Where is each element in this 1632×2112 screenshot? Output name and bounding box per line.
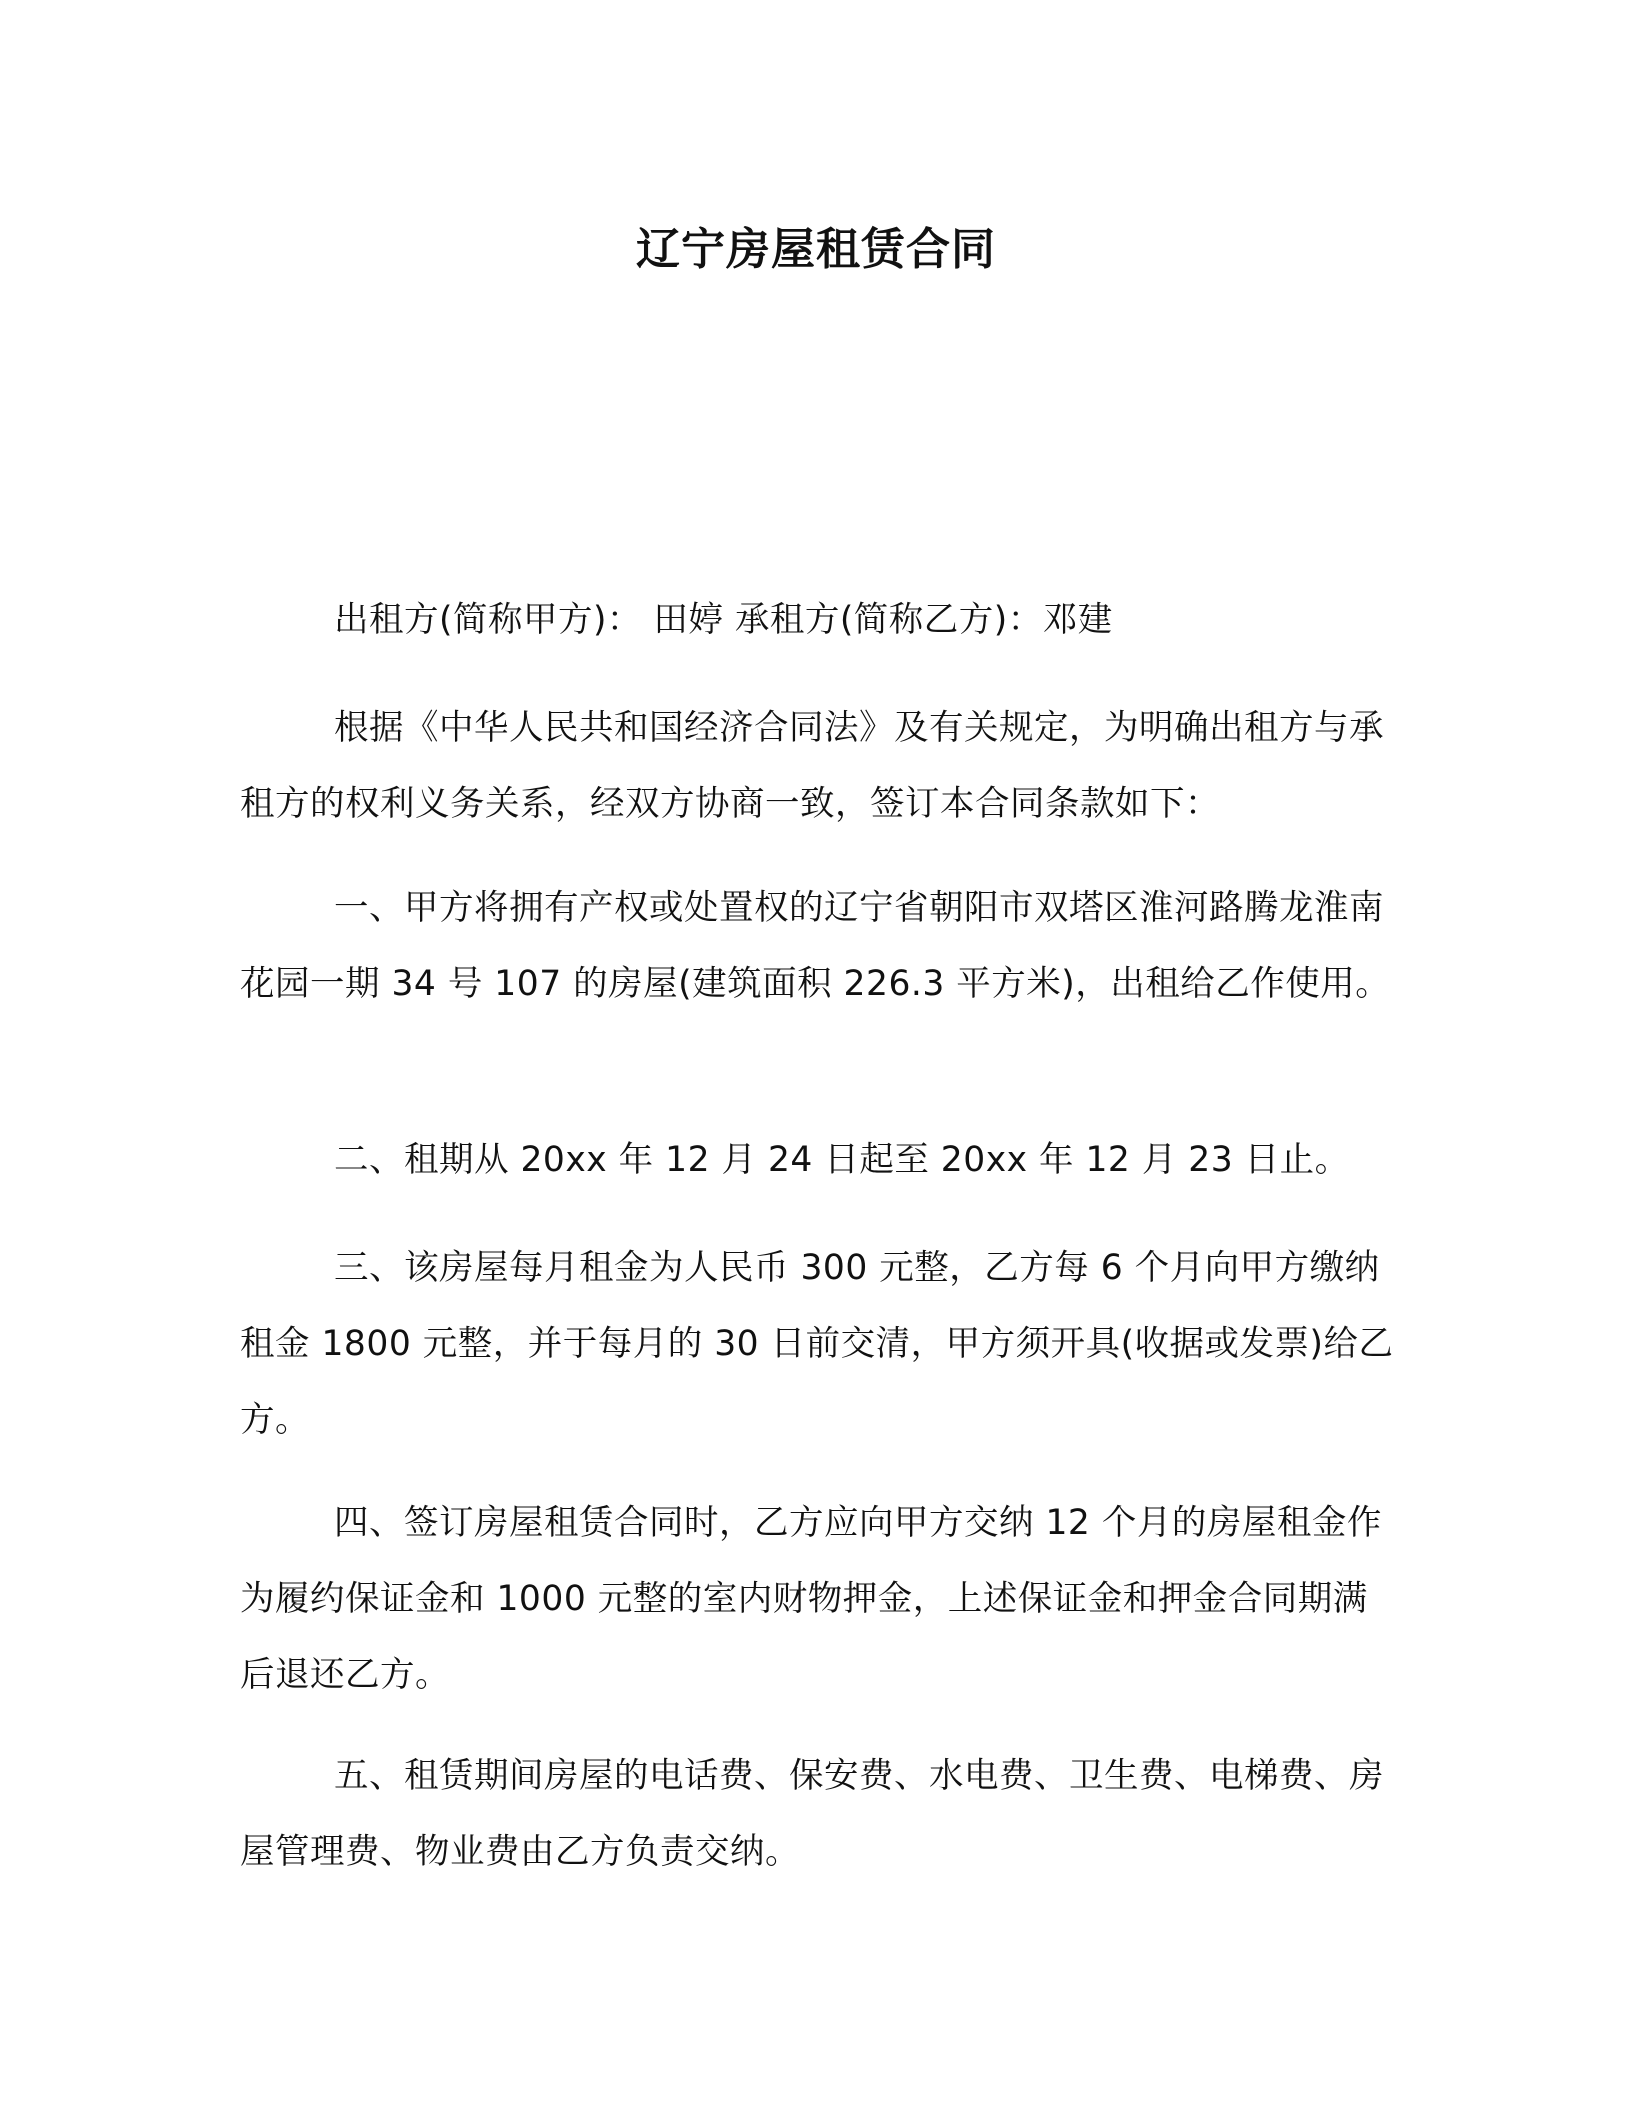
parties-paragraph: 出租方(简称甲方)： 田婷 承租方(简称乙方)：邓建 [334, 600, 1113, 640]
document-title: 辽宁房屋租赁合同 [636, 224, 996, 275]
clause-4: 四、签订房屋租赁合同时，乙方应向甲方交纳 12 个月的房屋租金作为履约保证金和 1000 元整的室内财物押金，上述保证金和押金合同期满后退还乙方。 [240, 1503, 1382, 1695]
clause-2: 二、租期从 20xx 年 12 月 24 日起至 20xx 年 12 月 23 日止。 [334, 1140, 1350, 1180]
clause-1: 一、甲方将拥有产权或处置权的辽宁省朝阳市双塔区淮河路腾龙淮南花园一期 34 号 107 的房屋(建筑面积 226.3 平方米)，出租给乙作使用。 [240, 888, 1391, 1004]
intro-paragraph: 根据《中华人民共和国经济合同法》及有关规定，为明确出租方与承租方的权利义务关系，经双方协商一致，签订本合同条款如下： [240, 708, 1384, 824]
clause-5: 五、租赁期间房屋的电话费、保安费、水电费、卫生费、电梯费、房屋管理费、物业费由乙方负责交纳。 [240, 1756, 1384, 1872]
clause-3: 三、该房屋每月租金为人民币 300 元整，乙方每 6 个月向甲方缴纳租金 1800 元整，并于每月的 30 日前交清，甲方须开具(收据或发票)给乙方。 [240, 1248, 1394, 1440]
